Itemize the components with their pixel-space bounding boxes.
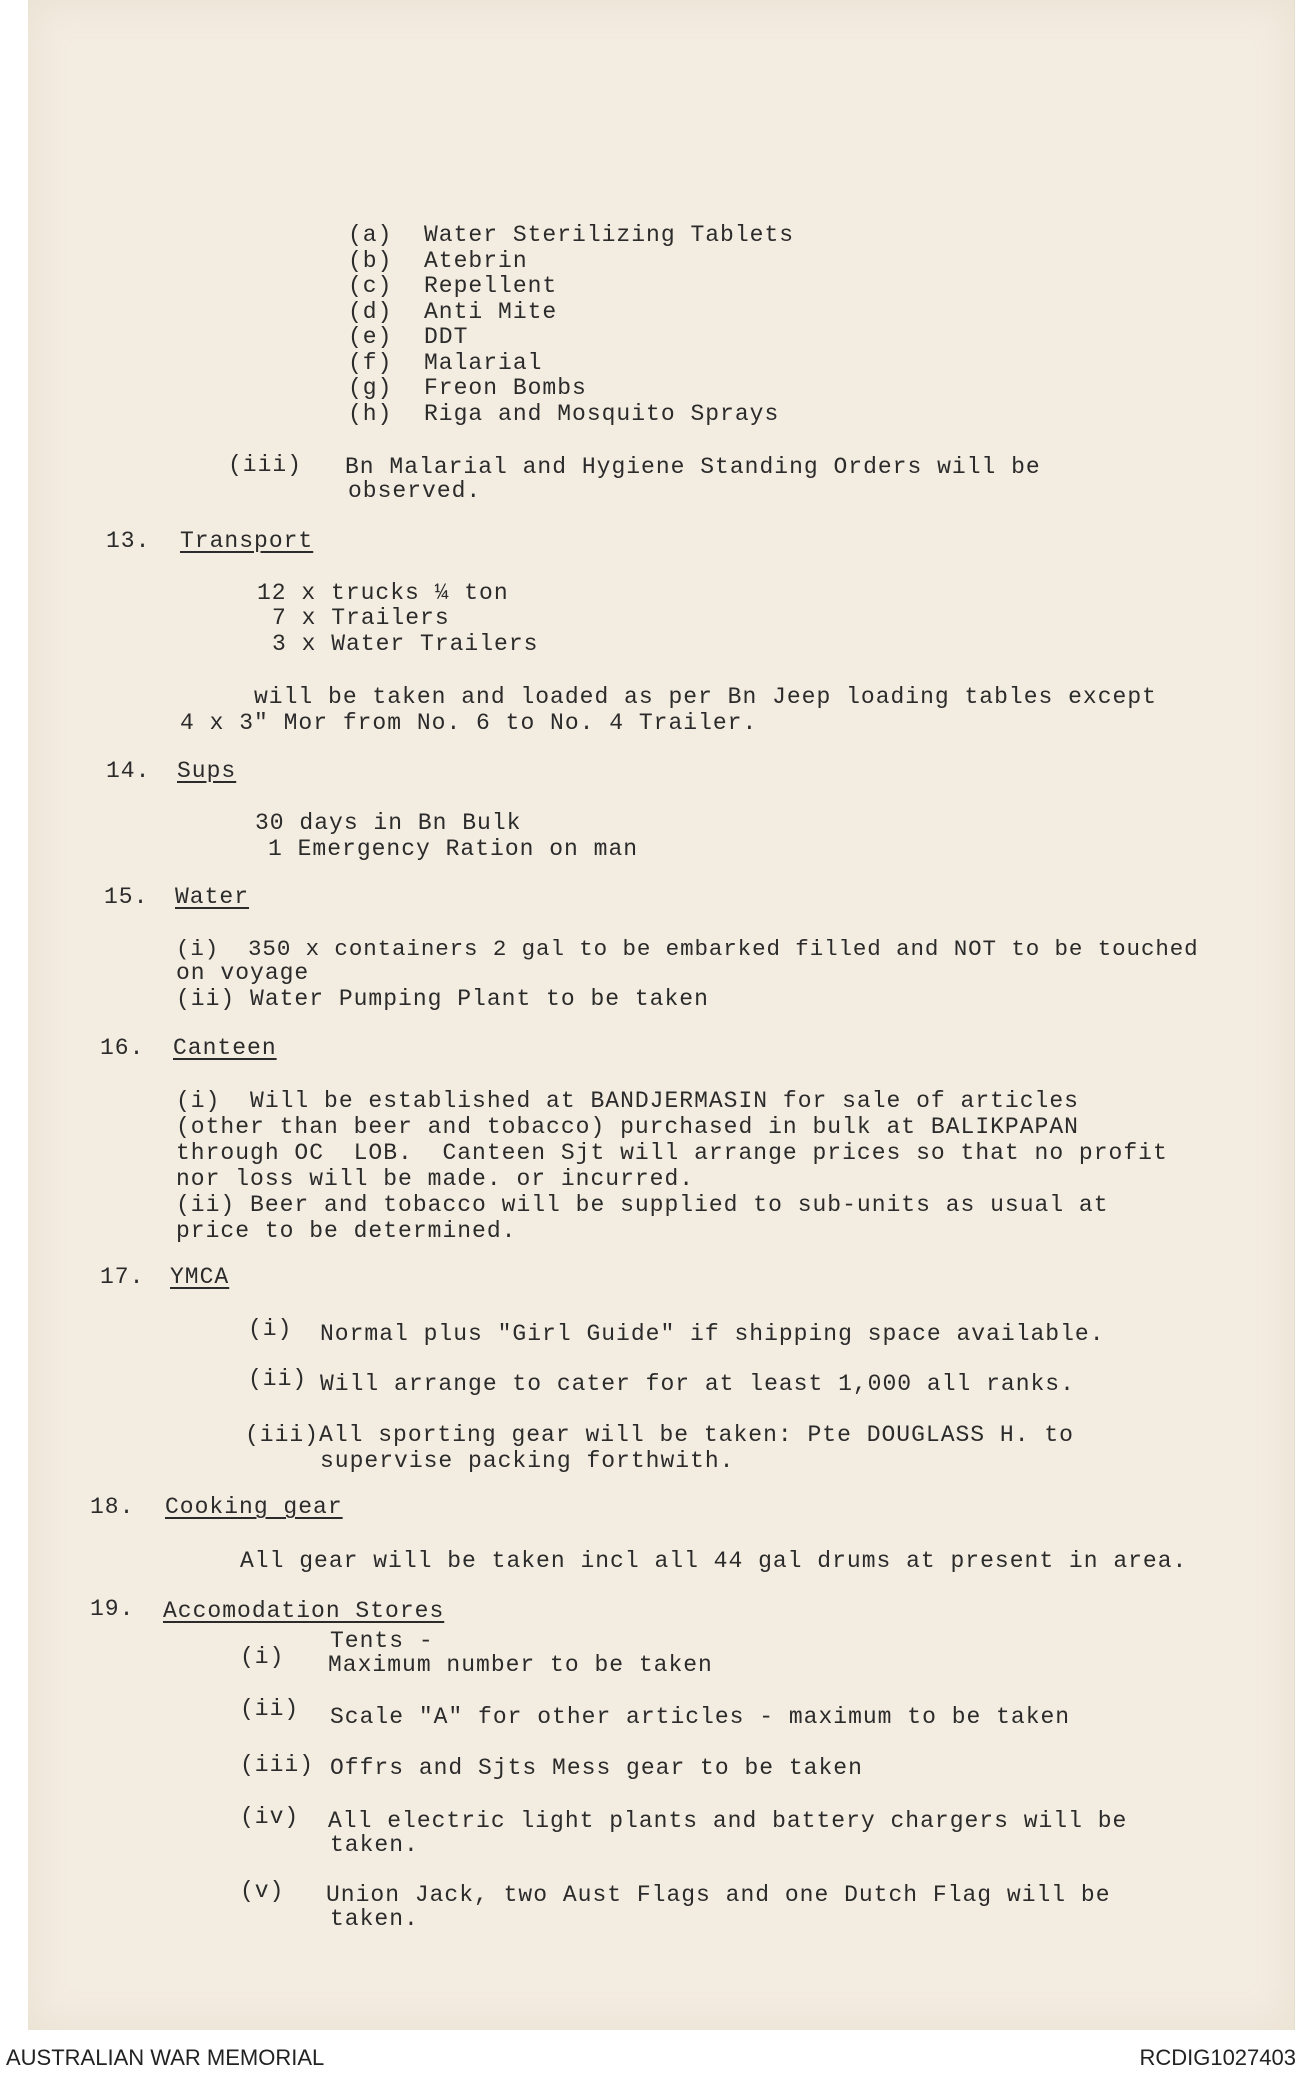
list-text: Riga and Mosquito Sprays [424, 400, 780, 427]
paragraph-line: Offrs and Sjts Mess gear to be taken [330, 1755, 863, 1781]
list-key: (f) [348, 349, 393, 376]
list-text: Atebrin [424, 247, 528, 274]
paragraph-line: (ii) Beer and tobacco will be supplied to sub-units as usual at [176, 1192, 1109, 1218]
transport-line: 7 x Trailers [272, 605, 450, 631]
list-text: Anti Mite [424, 298, 558, 325]
section-number: 18. [90, 1494, 135, 1520]
list-key: (c) [348, 273, 393, 299]
item-number: (iii) [228, 452, 303, 478]
section-number: 15. [104, 884, 149, 910]
section-heading: Sups [177, 758, 237, 784]
paragraph-line: Maximum number to be taken [328, 1652, 713, 1678]
paragraph-line: (i) 350 x containers 2 gal to be embarked filled and NOT to be touched [176, 936, 1199, 962]
paragraph-line: All gear will be taken incl all 44 gal drums at present in area. [240, 1548, 1188, 1574]
list-key: (h) [348, 400, 393, 427]
list-text: Freon Bombs [424, 375, 587, 401]
item-number: (iv) [240, 1804, 300, 1830]
list-key: (e) [348, 324, 393, 350]
paragraph-line: nor loss will be made. or incurred. [176, 1166, 695, 1192]
paragraph-line: All electric light plants and battery chargers will be [328, 1808, 1128, 1834]
paragraph-line: (iii)All sporting gear will be taken: Pte DOUGLASS H. to [245, 1422, 1074, 1448]
section-heading: Canteen [173, 1035, 277, 1061]
list-key: (d) [348, 298, 393, 325]
list-text: Water Sterilizing Tablets [424, 222, 795, 248]
section-number: 17. [100, 1264, 145, 1290]
transport-line: 3 x Water Trailers [272, 631, 539, 657]
section-heading: Water [175, 884, 250, 910]
paragraph-line: through OC LOB. Canteen Sjt will arrange prices so that no profit [176, 1140, 1168, 1166]
list-key: (b) [348, 247, 393, 274]
section-number: 14. [106, 758, 151, 784]
transport-line: 12 x trucks ¼ ton [257, 580, 509, 606]
item-number: (i) [248, 1316, 293, 1342]
item-number: (i) [240, 1644, 285, 1670]
section-number: 13. [106, 528, 151, 554]
section-heading: Accomodation Stores [163, 1598, 445, 1624]
footer-source: AUSTRALIAN WAR MEMORIAL [6, 2045, 325, 2070]
footer-id: RCDIG1027403 [1139, 2045, 1296, 2070]
paragraph-line: (i) Will be established at BANDJERMASIN for sale of articles [176, 1088, 1079, 1114]
paragraph-line: Tents - [330, 1628, 434, 1654]
item-number: (v) [240, 1878, 285, 1904]
section-number: 16. [100, 1035, 145, 1061]
paragraph-line: taken. [330, 1832, 419, 1858]
paragraph-line: Bn Malarial and Hygiene Standing Orders will be [345, 454, 1041, 480]
section-heading: Cooking gear [165, 1494, 343, 1520]
section-number: 19. [90, 1596, 135, 1622]
list-key: (g) [348, 375, 393, 401]
item-number: (iii) [240, 1752, 315, 1778]
paragraph-line: Union Jack, two Aust Flags and one Dutch Flag will be [326, 1882, 1111, 1908]
list-text: Malarial [424, 349, 543, 376]
paragraph-line: observed. [348, 478, 482, 504]
item-number: (ii) [248, 1366, 308, 1392]
paragraph-line: Will arrange to cater for at least 1,000 all ranks. [320, 1371, 1075, 1397]
paragraph-line: 4 x 3" Mor from No. 6 to No. 4 Trailer. [180, 710, 758, 736]
paragraph-line: (other than beer and tobacco) purchased in bulk at BALIKPAPAN [176, 1114, 1079, 1140]
paragraph-line: Normal plus "Girl Guide" if shipping space available. [320, 1321, 1105, 1347]
paragraph-line: 1 Emergency Ration on man [268, 836, 639, 862]
paragraph-line: supervise packing forthwith. [320, 1448, 735, 1474]
paragraph-line: (ii) Water Pumping Plant to be taken [176, 986, 709, 1012]
section-heading: YMCA [170, 1264, 230, 1290]
paragraph-line: on voyage [176, 960, 310, 986]
list-text: DDT [424, 324, 469, 350]
paragraph-line: taken. [330, 1906, 419, 1932]
section-heading: Transport [180, 528, 314, 554]
paragraph-line: 30 days in Bn Bulk [255, 810, 522, 836]
paragraph-line: Scale "A" for other articles - maximum to be taken [330, 1704, 1071, 1730]
list-text: Repellent [424, 273, 558, 299]
list-key: (a) [348, 222, 393, 248]
item-number: (ii) [240, 1696, 300, 1722]
paragraph-line: price to be determined. [176, 1218, 517, 1244]
paragraph-line: will be taken and loaded as per Bn Jeep loading tables except [254, 684, 1157, 710]
